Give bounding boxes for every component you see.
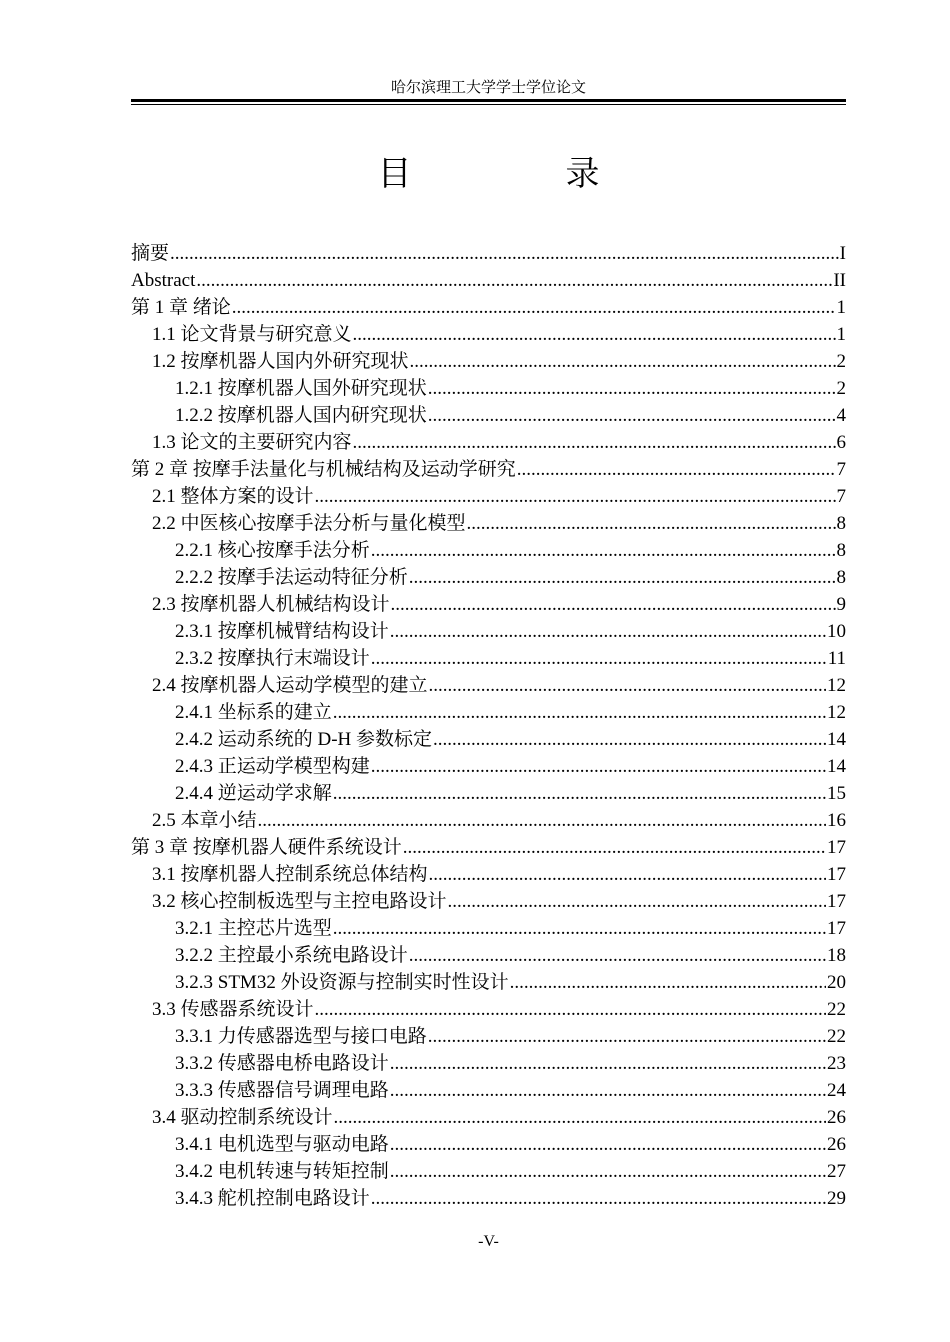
toc-entry[interactable] — [131, 915, 846, 942]
table-of-contents — [131, 240, 846, 1212]
toc-entry-label: 2.3.1 按摩机械臂结构设计 — [175, 621, 389, 642]
toc-leader-dots — [170, 240, 839, 267]
toc-entry-label: 第 3 章 按摩机器人硬件系统设计 — [131, 837, 402, 858]
toc-leader-dots — [333, 915, 826, 942]
toc-entry[interactable] — [131, 483, 846, 510]
toc-entry-label: 3.3.3 传感器信号调理电路 — [175, 1080, 389, 1101]
toc-entry-label: 3.2 核心控制板选型与主控电路设计 — [152, 891, 447, 912]
toc-entry[interactable] — [131, 1131, 846, 1158]
toc-entry-page: 1 — [836, 297, 846, 318]
toc-entry-page: 4 — [836, 405, 846, 426]
toc-entry[interactable] — [131, 537, 846, 564]
toc-entry[interactable] — [131, 834, 846, 861]
toc-leader-dots — [390, 618, 826, 645]
toc-entry-label: 1.2.2 按摩机器人国内研究现状 — [175, 405, 427, 426]
toc-entry[interactable] — [131, 1050, 846, 1077]
toc-entry-label: 第 2 章 按摩手法量化与机械结构及运动学研究 — [131, 459, 516, 480]
toc-entry[interactable] — [131, 645, 846, 672]
toc-leader-dots — [353, 321, 836, 348]
toc-leader-dots — [390, 1077, 826, 1104]
toc-entry-page: 15 — [827, 783, 846, 804]
toc-entry-page: 9 — [836, 594, 846, 615]
toc-entry-label: 2.4.4 逆运动学求解 — [175, 783, 332, 804]
toc-entry-label: 3.2.2 主控最小系统电路设计 — [175, 945, 408, 966]
toc-entry[interactable] — [131, 1158, 846, 1185]
toc-entry-page: 8 — [836, 513, 846, 534]
toc-leader-dots — [429, 672, 826, 699]
toc-entry[interactable] — [131, 456, 846, 483]
running-header: 哈尔滨理工大学学士学位论文 — [390, 80, 586, 96]
toc-entry-page: 8 — [836, 540, 846, 561]
toc-entry-page: 10 — [827, 621, 846, 642]
toc-entry[interactable] — [131, 672, 846, 699]
toc-entry[interactable] — [131, 510, 846, 537]
toc-entry[interactable] — [131, 375, 846, 402]
toc-entry-label: 第 1 章 绪论 — [131, 297, 231, 318]
toc-entry-page: 17 — [827, 891, 846, 912]
toc-entry-page: 18 — [827, 945, 846, 966]
toc-entry[interactable] — [131, 618, 846, 645]
toc-entry[interactable] — [131, 294, 846, 321]
toc-entry-page: 7 — [836, 459, 846, 480]
toc-leader-dots — [428, 1023, 826, 1050]
toc-entry[interactable] — [131, 267, 846, 294]
toc-leader-dots — [390, 1050, 826, 1077]
toc-entry-page: 2 — [836, 378, 846, 399]
toc-leader-dots — [429, 861, 826, 888]
toc-entry[interactable] — [131, 780, 846, 807]
toc-leader-dots — [371, 1185, 826, 1212]
toc-entry-label: 3.1 按摩机器人控制系统总体结构 — [152, 864, 428, 885]
toc-entry-label: 2.4.3 正运动学模型构建 — [175, 756, 370, 777]
toc-entry-page: 6 — [836, 432, 846, 453]
toc-leader-dots — [409, 564, 836, 591]
toc-leader-dots — [410, 348, 836, 375]
toc-entry[interactable] — [131, 861, 846, 888]
page-title: 目 录 — [377, 156, 660, 193]
toc-entry-label: 3.3.2 传感器电桥电路设计 — [175, 1053, 389, 1074]
toc-entry[interactable] — [131, 429, 846, 456]
toc-entry-page: 14 — [827, 756, 846, 777]
toc-entry-page: 29 — [827, 1188, 846, 1209]
toc-entry[interactable] — [131, 240, 846, 267]
toc-entry-page: 12 — [827, 675, 846, 696]
toc-entry-label: 2.2 中医核心按摩手法分析与量化模型 — [152, 513, 466, 534]
toc-entry-page: 16 — [827, 810, 846, 831]
toc-leader-dots — [333, 699, 826, 726]
toc-entry-page: 7 — [836, 486, 846, 507]
toc-leader-dots — [403, 834, 826, 861]
toc-entry-label: 2.4.1 坐标系的建立 — [175, 702, 332, 723]
toc-entry-page: 14 — [827, 729, 846, 750]
toc-entry-page: 8 — [836, 567, 846, 588]
toc-entry-label: 3.2.1 主控芯片选型 — [175, 918, 332, 939]
toc-entry-label: 2.3 按摩机器人机械结构设计 — [152, 594, 390, 615]
toc-entry-label: 1.2 按摩机器人国内外研究现状 — [152, 351, 409, 372]
toc-leader-dots — [353, 429, 836, 456]
toc-entry[interactable] — [131, 591, 846, 618]
toc-entry[interactable] — [131, 564, 846, 591]
toc-entry-label: 2.5 本章小结 — [152, 810, 257, 831]
toc-entry-label: 3.4 驱动控制系统设计 — [152, 1107, 333, 1128]
toc-leader-dots — [433, 726, 826, 753]
toc-leader-dots — [428, 402, 836, 429]
toc-entry-page: 2 — [836, 351, 846, 372]
toc-entry-page: 24 — [827, 1080, 846, 1101]
toc-entry-page: 17 — [827, 864, 846, 885]
toc-entry[interactable] — [131, 969, 846, 996]
toc-entry-page: 26 — [827, 1134, 846, 1155]
toc-entry-page: 11 — [827, 648, 846, 669]
toc-entry-label: 2.2.2 按摩手法运动特征分析 — [175, 567, 408, 588]
toc-entry-label: 3.3.1 力传感器选型与接口电路 — [175, 1026, 427, 1047]
toc-leader-dots — [196, 267, 832, 294]
toc-entry-label: 2.3.2 按摩执行末端设计 — [175, 648, 370, 669]
toc-entry[interactable] — [131, 888, 846, 915]
toc-entry-label: 1.3 论文的主要研究内容 — [152, 432, 352, 453]
toc-entry-label: 2.4 按摩机器人运动学模型的建立 — [152, 675, 428, 696]
toc-leader-dots — [428, 375, 836, 402]
toc-entry-label: 2.2.1 核心按摩手法分析 — [175, 540, 370, 561]
toc-entry-page: 26 — [827, 1107, 846, 1128]
toc-leader-dots — [333, 780, 826, 807]
toc-entry[interactable] — [131, 1077, 846, 1104]
toc-leader-dots — [315, 483, 836, 510]
toc-entry-page: 17 — [827, 918, 846, 939]
toc-entry-label: 摘要 — [131, 243, 170, 264]
toc-entry[interactable] — [131, 348, 846, 375]
toc-entry-page: I — [839, 243, 846, 264]
toc-entry[interactable] — [131, 1185, 846, 1212]
header-rule-thin — [131, 104, 846, 105]
toc-entry[interactable] — [131, 726, 846, 753]
header-rule-thick — [131, 99, 846, 102]
toc-entry-page: 20 — [827, 972, 846, 993]
toc-entry-label: 1.1 论文背景与研究意义 — [152, 324, 352, 345]
toc-leader-dots — [510, 969, 826, 996]
toc-entry-label: 1.2.1 按摩机器人国外研究现状 — [175, 378, 427, 399]
toc-entry-label: 2.4.2 运动系统的 D-H 参数标定 — [175, 729, 433, 750]
page-number: -V- — [478, 1233, 499, 1250]
toc-leader-dots — [371, 537, 836, 564]
toc-entry-page: 17 — [827, 837, 846, 858]
toc-leader-dots — [315, 996, 826, 1023]
toc-entry[interactable] — [131, 1104, 846, 1131]
toc-entry-page: 1 — [836, 324, 846, 345]
toc-entry-label: Abstract — [131, 270, 196, 291]
toc-entry-label: 3.2.3 STM32 外设资源与控制实时性设计 — [175, 972, 509, 993]
toc-leader-dots — [390, 1158, 826, 1185]
toc-leader-dots — [448, 888, 826, 915]
toc-leader-dots — [232, 294, 836, 321]
toc-leader-dots — [334, 1104, 826, 1131]
toc-entry[interactable] — [131, 942, 846, 969]
toc-entry-page: 12 — [827, 702, 846, 723]
toc-leader-dots — [467, 510, 836, 537]
toc-leader-dots — [409, 942, 826, 969]
toc-leader-dots — [390, 1131, 826, 1158]
toc-entry[interactable] — [131, 753, 846, 780]
toc-entry[interactable] — [131, 1023, 846, 1050]
toc-entry[interactable] — [131, 402, 846, 429]
toc-leader-dots — [258, 807, 826, 834]
toc-entry-label: 2.1 整体方案的设计 — [152, 486, 314, 507]
toc-entry-label: 3.3 传感器系统设计 — [152, 999, 314, 1020]
toc-entry-page: 23 — [827, 1053, 846, 1074]
toc-entry[interactable] — [131, 699, 846, 726]
toc-entry-page: 27 — [827, 1161, 846, 1182]
toc-leader-dots — [517, 456, 836, 483]
toc-leader-dots — [391, 591, 836, 618]
toc-entry[interactable] — [131, 807, 846, 834]
toc-entry-page: 22 — [827, 999, 846, 1020]
toc-entry-label: 3.4.2 电机转速与转矩控制 — [175, 1161, 389, 1182]
toc-leader-dots — [371, 645, 827, 672]
toc-entry[interactable] — [131, 996, 846, 1023]
toc-entry[interactable] — [131, 321, 846, 348]
toc-entry-label: 3.4.1 电机选型与驱动电路 — [175, 1134, 389, 1155]
toc-leader-dots — [371, 753, 826, 780]
toc-entry-page: 22 — [827, 1026, 846, 1047]
toc-entry-label: 3.4.3 舵机控制电路设计 — [175, 1188, 370, 1209]
toc-entry-page: II — [833, 270, 846, 291]
